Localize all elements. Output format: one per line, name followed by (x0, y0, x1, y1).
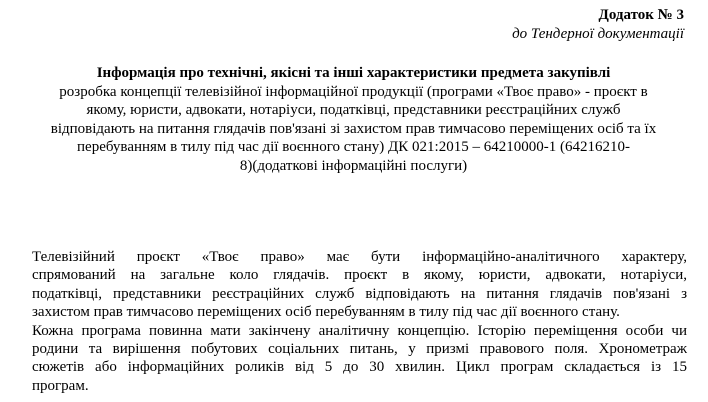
appendix-title: Додаток № 3 (598, 7, 684, 23)
description-line: спрямований на загальне коло глядачів. проєкт в якому, юристи, адвокати, нотаріуси, (32, 267, 687, 284)
heading-line: 8)(додаткові інформаційні послуги) (239, 157, 468, 174)
description-line: захистом прав тимчасово переміщених осіб перебуванням в тилу під час дії воєнного стану. (32, 304, 620, 321)
heading-line: відповідають на питання глядачів пов'язані зі захистом прав тимчасово переміщених осіб та їх (50, 120, 657, 137)
appendix-subtitle: до Тендерної документації (512, 26, 684, 42)
description-line: Кожна програма повинна мати закінчену аналітичну концепцію. Історію переміщення особи чи (32, 322, 687, 339)
heading-title: Інформація про технічні, якісні та інші характеристики предмета закупівлі (96, 65, 611, 81)
project-description (32, 248, 687, 395)
description-line: Телевізійний проєкт «Твоє право» має бути інформаційно-аналітичного характеру, (32, 249, 687, 265)
heading-line: якому, юристи, адвокати, нотаріуси, податківці, представники реєстраційних служб (86, 102, 621, 118)
description-line: родини та вирішення побутових соціальних питань, у призмі правового поля. Хронометраж (32, 341, 687, 358)
heading-line: розробка концепції телевізійної інформаційної продукції (програми «Твоє право» - проєкт в (59, 83, 648, 100)
description-line: програм. (32, 377, 89, 394)
description-line: сюжетів або інформаційних роликів від 5 до 30 хвилин. Цикл програм складається із 15 (32, 359, 687, 376)
procurement-heading (20, 64, 687, 175)
heading-line: перебуванням в тилу під час дії воєнного стану) ДК 021:2015 – 64210000-1 (64216210- (77, 139, 630, 155)
description-line: податківці, представники реєстраційних служб відповідають на питання глядачів пов'язані з (32, 285, 687, 302)
